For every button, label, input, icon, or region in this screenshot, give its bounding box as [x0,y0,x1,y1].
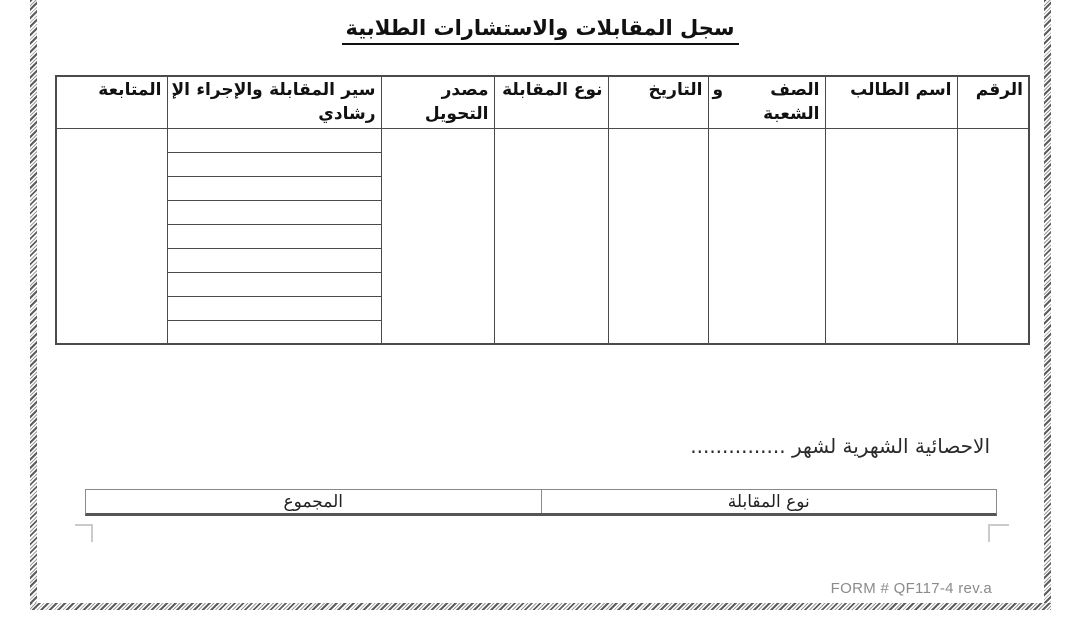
column-header-date [608,76,708,128]
column-header-date-label: التاريخ [648,80,703,100]
column-header-class-section-line1 [713,78,820,102]
monthly-statistics-label: الاحصائية الشهرية لشهر ............... [690,434,990,458]
table-corner-mark-right [988,524,1009,542]
interview-progress-writing-line[interactable] [167,320,381,344]
column-header-class-section [708,76,825,128]
column-header-interview-progress [167,76,381,128]
interview-progress-writing-line[interactable] [167,248,381,272]
interview-progress-writing-line[interactable] [167,224,381,248]
interview-progress-writing-line[interactable] [167,152,381,176]
column-header-follow-up [56,76,167,128]
student-name-entry-cell[interactable] [825,128,957,344]
progress-word-2: المقابلة [269,80,335,100]
page-border-left [30,0,37,610]
interview-progress-writing-line[interactable] [167,296,381,320]
title-container [36,16,1044,45]
header-row [56,76,1029,128]
interview-progress-writing-line[interactable] [167,176,381,200]
referral-source-entry-cell[interactable] [381,128,494,344]
interview-progress-writing-line[interactable] [167,200,381,224]
interview-progress-writing-line[interactable] [167,128,381,152]
monthly-summary-table [85,489,997,516]
follow-up-entry-cell[interactable] [56,128,167,344]
progress-word-4: الإ [171,80,191,100]
and-word: و [712,80,724,100]
column-header-interview-progress-line2: رشادي [318,104,376,124]
column-header-referral-source-line1: مصدر [441,80,489,100]
column-header-interview-progress-line1 [172,78,376,102]
class-section-entry-cell[interactable] [708,128,825,344]
summary-interview-type-header: نوع المقابلة [541,490,997,513]
progress-word-3: والإجراء [196,80,263,100]
table-body-row [56,128,1029,152]
column-header-student-name-label: اسم الطالب [850,80,952,100]
column-header-follow-up-label: المتابعة [98,80,162,100]
interviews-record-table [55,75,1030,345]
column-header-number-label: الرقم [975,80,1023,100]
column-header-student-name [825,76,957,128]
interview-type-entry-cell[interactable] [494,128,608,344]
page-title: سجل المقابلات والاستشارات الطلابية [342,16,739,45]
page-border-bottom [30,603,1051,610]
progress-word-1: سير [341,80,376,100]
column-header-referral-source-line2: التحويل [424,104,489,124]
column-header-class-section-line2: الشعبة [763,104,820,124]
form-number: FORM # QF117-4 rev.a [830,580,992,597]
interview-progress-writing-line[interactable] [167,272,381,296]
column-header-number [957,76,1029,128]
column-header-interview-type-label: نوع المقابلة [502,80,603,100]
summary-total-header: المجموع [283,491,343,512]
table-corner-mark-left [75,524,93,542]
column-header-interview-type [494,76,608,128]
class-word: الصف [770,80,820,100]
page-border-right [1044,0,1051,610]
column-header-referral-source [381,76,494,128]
number-entry-cell[interactable] [957,128,1029,344]
date-entry-cell[interactable] [608,128,708,344]
